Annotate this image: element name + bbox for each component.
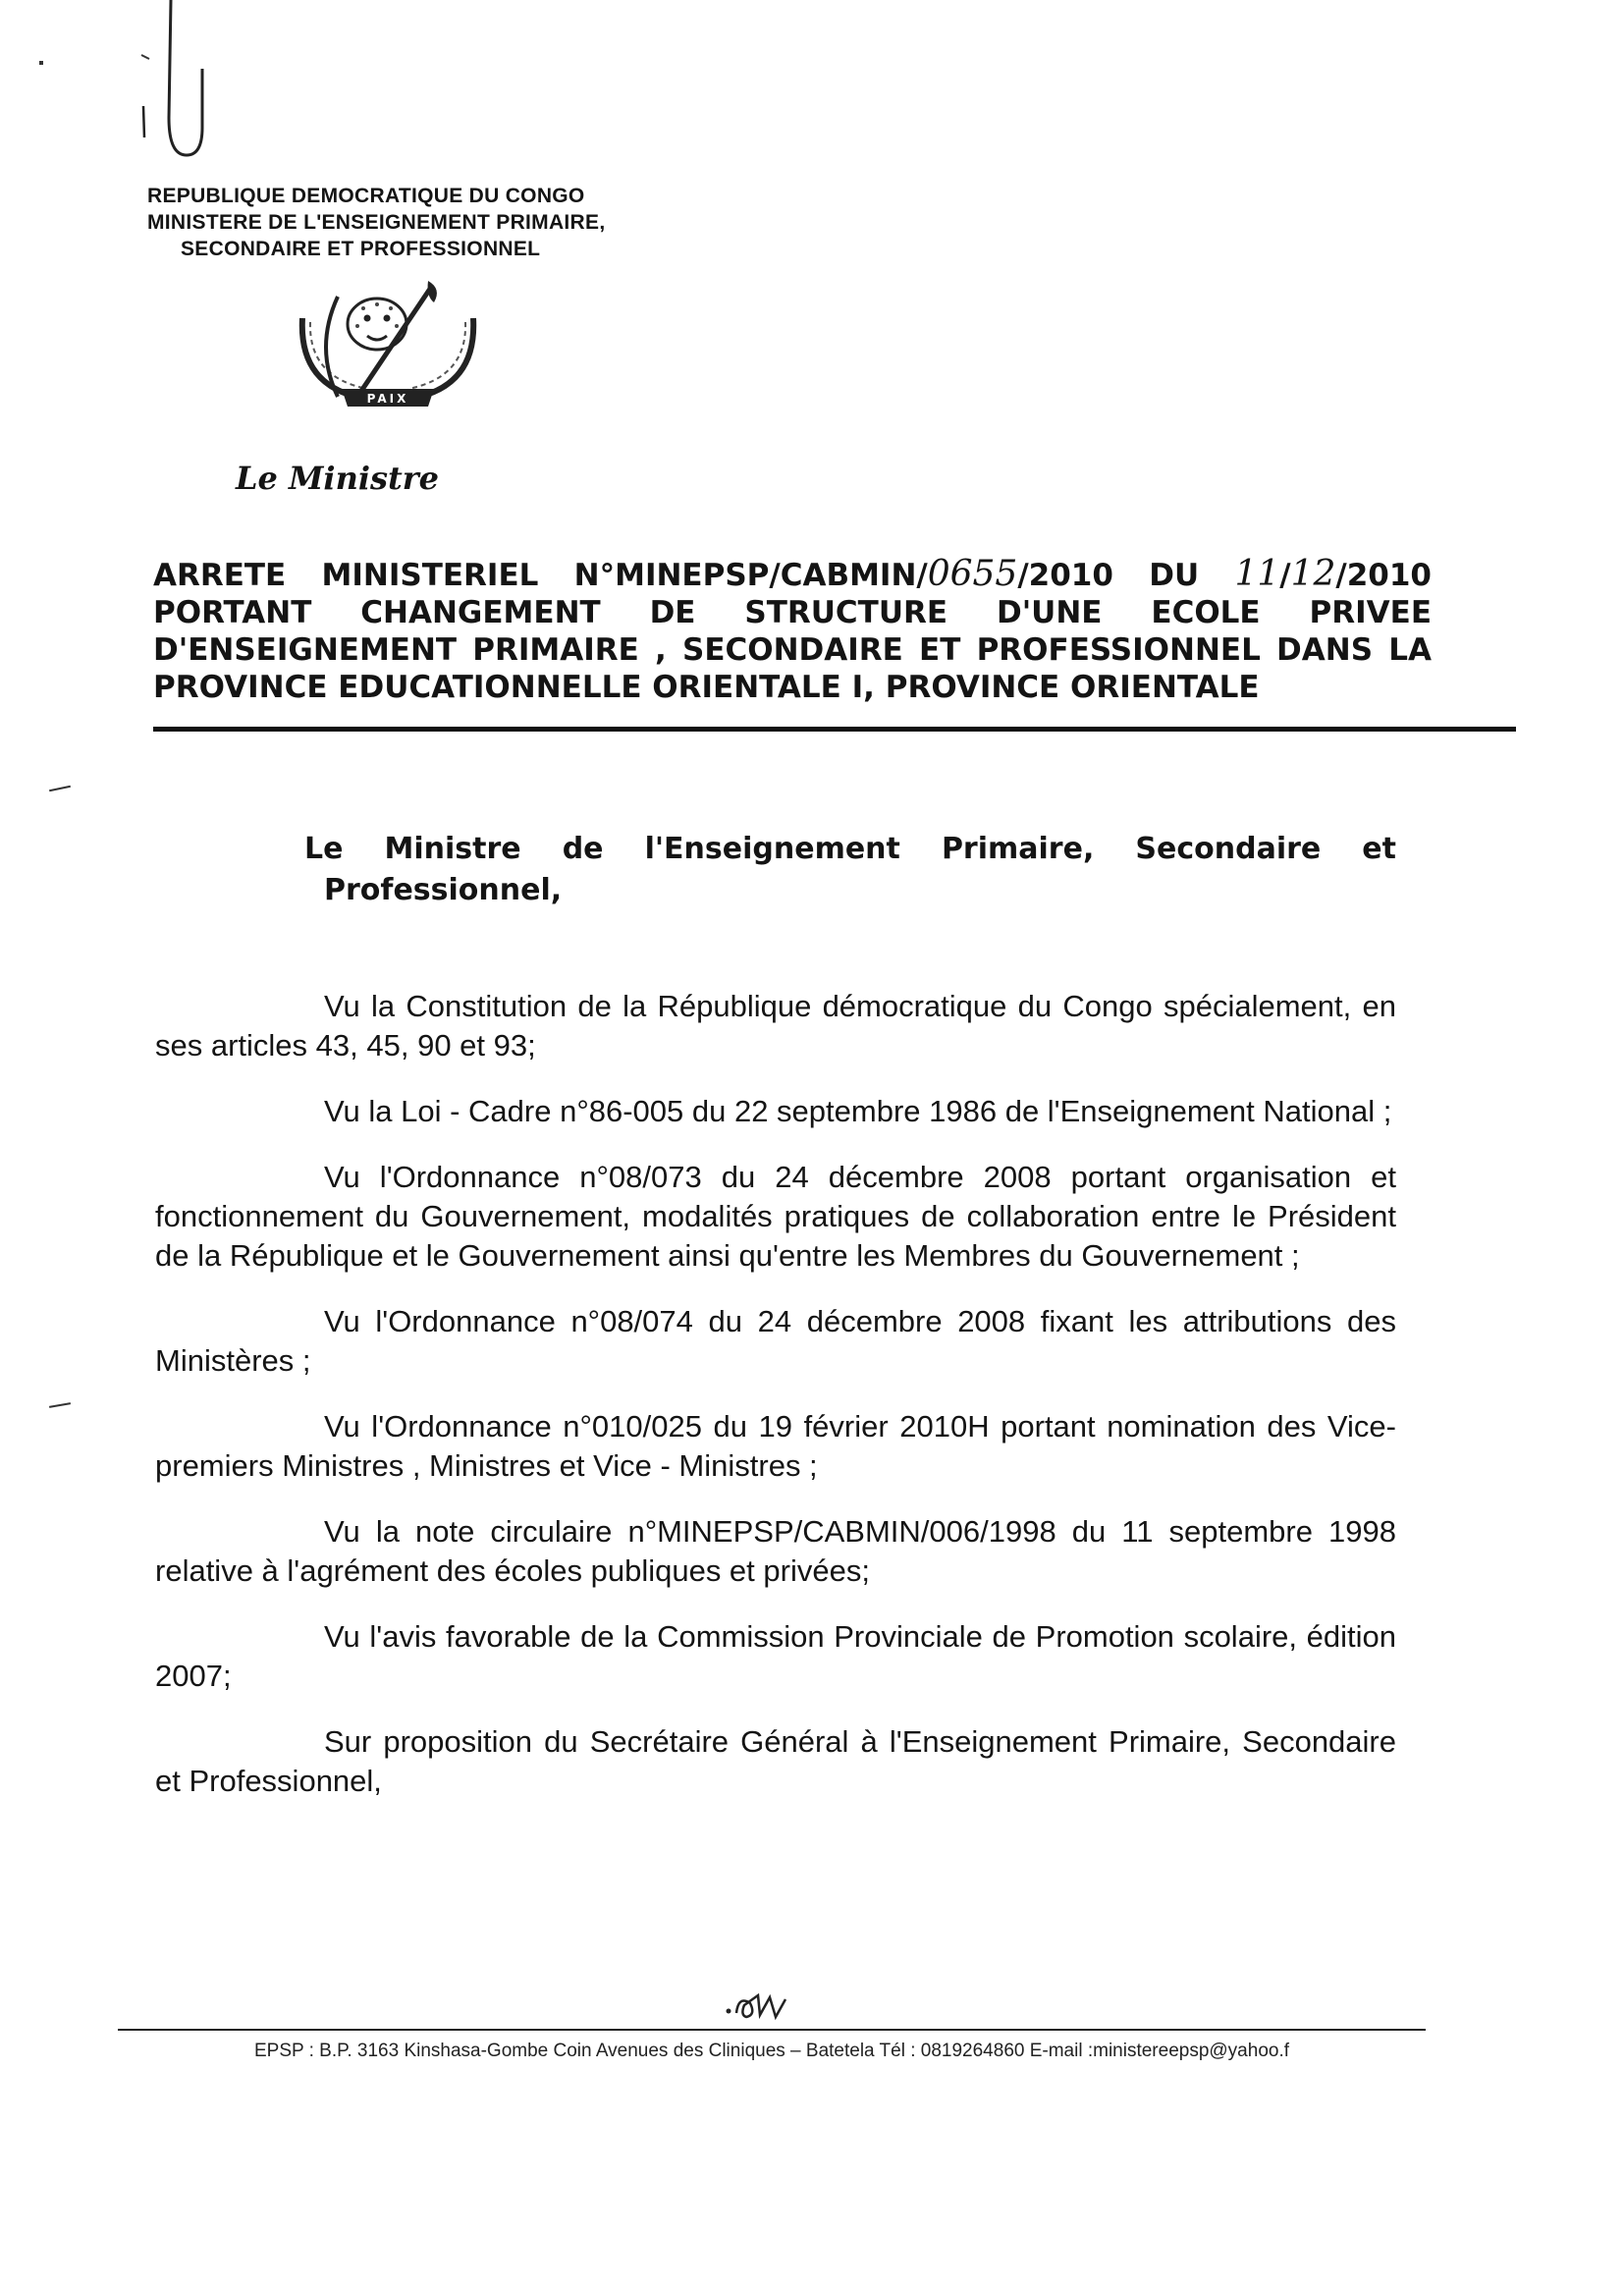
handwritten-month: 12 [1290,554,1336,594]
decree-line-4: PROVINCE EDUCATIONNELLE ORIENTALE I, PROVINCE ORIENTALE [153,670,1260,705]
punch-mark [49,786,71,792]
coat-of-arms-seal [281,279,495,416]
consideration-paragraph: Sur proposition du Secrétaire Général à l'Enseignement Primaire, Secondaire et Professionnel, [155,1724,1396,1798]
ministry-line-1: MINISTERE DE L'ENSEIGNEMENT PRIMAIRE, [147,211,606,234]
footer-divider [118,2029,1426,2031]
decree-title [153,556,1432,706]
addressee-line-1: Le Ministre de l'Enseignement Primaire, Secondaire et [304,832,1396,866]
seal-motto: PAIX [366,392,409,406]
handwritten-decree-number: 0655 [927,554,1018,594]
consideration-paragraph: Vu la note circulaire n°MINEPSP/CABMIN/006/1998 du 11 septembre 1998 relative à l'agrément des écoles publiques et privées; [155,1514,1396,1588]
scan-speck [39,61,43,65]
handwritten-mark [118,0,226,167]
country-name: REPUBLIQUE DEMOCRATIQUE DU CONGO [147,185,585,207]
decree-line-2: PORTANT CHANGEMENT DE STRUCTURE D'UNE ECOLE PRIVEE [153,595,1432,630]
footer-contact: EPSP : B.P. 3163 Kinshasa-Gombe Coin Avenues des Cliniques – Batetela Tél : 0819264860 E-mail :ministereepsp@yahoo.f [253,2041,1290,2061]
title-divider [153,727,1516,732]
consideration-paragraph: Vu l'avis favorable de la Commission Provinciale de Promotion scolaire, édition 2007; [155,1619,1396,1693]
handwritten-initials [725,1986,795,2027]
considerations-list [155,987,1396,1827]
government-header [147,183,736,262]
ministry-line-2: SECONDAIRE ET PROFESSIONNEL [181,238,541,260]
handwritten-day: 11 [1234,554,1280,594]
decree-line-1: ARRETE MINISTERIEL N°MINEPSP/CABMIN/0655/2010 DU 11/12/2010 [153,554,1432,594]
consideration-paragraph: Vu l'Ordonnance n°08/074 du 24 décembre 2008 fixant les attributions des Ministères ; [155,1304,1396,1378]
decree-line-3: D'ENSEIGNEMENT PRIMAIRE , SECONDAIRE ET PROFESSIONNEL DANS LA [153,632,1432,668]
addressee-line-2: Professionnel, [324,873,563,907]
punch-mark [49,1402,71,1408]
consideration-paragraph: Vu l'Ordonnance n°010/025 du 19 février 2010H portant nomination des Vice-premiers Ministres , Ministres et Vice - Ministres ; [155,1409,1396,1483]
addressee [304,829,1396,911]
consideration-paragraph: Vu la Constitution de la République démocratique du Congo spécialement, en ses articles 43, 45, 90 et 93; [155,989,1396,1062]
consideration-paragraph: Vu la Loi - Cadre n°86-005 du 22 septembre 1986 de l'Enseignement National ; [324,1094,1392,1128]
minister-title: Le Ministre [236,460,440,497]
consideration-paragraph: Vu l'Ordonnance n°08/073 du 24 décembre 2008 portant organisation et fonctionnement du Gouvernement, modalités pratiques de collaboration entre le Président de la République et le Gouvernement ainsi qu'entre les Membres du Gouvernement ; [155,1160,1396,1273]
